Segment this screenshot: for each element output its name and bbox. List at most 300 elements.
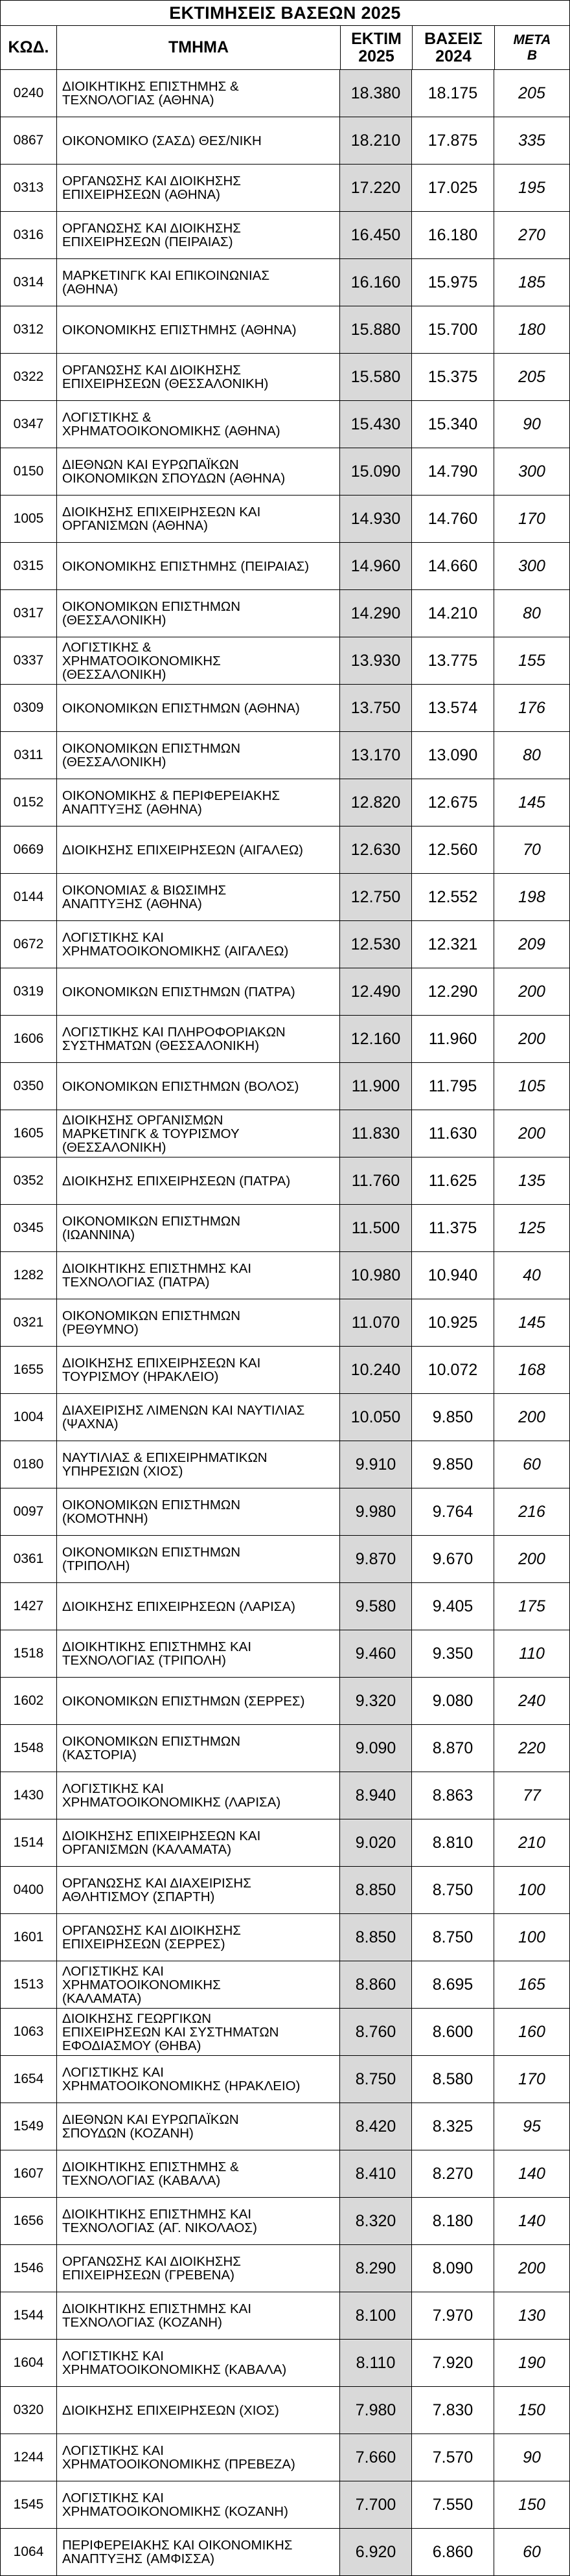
row-estimate-2025: 8.940 bbox=[340, 1772, 412, 1819]
row-estimate-2025: 9.460 bbox=[340, 1630, 412, 1677]
row-change: 70 bbox=[523, 840, 541, 859]
row-code: 1544 bbox=[1, 2292, 57, 2339]
row-code: 1654 bbox=[1, 2056, 57, 2103]
table-row bbox=[1, 2387, 569, 2434]
table-row bbox=[1, 448, 569, 496]
row-estimate-2025: 11.070 bbox=[340, 1299, 412, 1346]
row-code: 1064 bbox=[1, 2529, 57, 2575]
row-estimate-2025: 10.980 bbox=[340, 1252, 412, 1299]
row-estimate-2025: 7.700 bbox=[340, 2481, 412, 2528]
row-department: ΟΙΚΟΝΟΜΙΑΣ & ΒΙΩΣΙΜΗΣ ΑΝΑΠΤΥΞΗΣ (ΑΘΗΝΑ) bbox=[57, 874, 340, 920]
table-row bbox=[1, 779, 569, 826]
row-change: 200 bbox=[518, 1124, 545, 1143]
row-bases-2024: 12.321 bbox=[412, 921, 494, 968]
row-code: 0672 bbox=[1, 921, 57, 968]
table-row bbox=[1, 1299, 569, 1347]
row-code: 0314 bbox=[1, 259, 57, 306]
row-estimate-2025: 9.020 bbox=[340, 1819, 412, 1866]
row-department: ΟΡΓΑΝΩΣΗΣ ΚΑΙ ΔΙΟΙΚΗΣΗΣ ΕΠΙΧΕΙΡΗΣΕΩΝ (ΘΕΣΣΑΛΟΝΙΚΗ) bbox=[57, 354, 340, 400]
row-estimate-2025: 10.240 bbox=[340, 1347, 412, 1393]
row-code: 1606 bbox=[1, 1016, 57, 1062]
table-row bbox=[1, 637, 569, 685]
row-department: ΔΙΟΙΚΗΣΗΣ ΕΠΙΧΕΙΡΗΣΕΩΝ (ΠΑΤΡΑ) bbox=[57, 1157, 340, 1204]
row-change: 209 bbox=[518, 935, 545, 953]
row-estimate-2025: 18.380 bbox=[340, 70, 412, 117]
row-change: 125 bbox=[518, 1218, 545, 1237]
row-code: 0317 bbox=[1, 590, 57, 637]
row-code: 0322 bbox=[1, 354, 57, 400]
row-change: 195 bbox=[518, 178, 545, 197]
row-code: 0097 bbox=[1, 1488, 57, 1535]
row-estimate-2025: 9.980 bbox=[340, 1488, 412, 1535]
table-row bbox=[1, 590, 569, 637]
row-estimate-2025: 16.160 bbox=[340, 259, 412, 306]
row-code: 1518 bbox=[1, 1630, 57, 1677]
table-row bbox=[1, 826, 569, 874]
row-code: 0312 bbox=[1, 306, 57, 353]
table-row bbox=[1, 259, 569, 306]
row-code: 0350 bbox=[1, 1063, 57, 1110]
table-row bbox=[1, 1252, 569, 1299]
row-estimate-2025: 13.170 bbox=[340, 732, 412, 779]
row-code: 1548 bbox=[1, 1725, 57, 1772]
row-change: 90 bbox=[523, 415, 541, 433]
row-code: 1514 bbox=[1, 1819, 57, 1866]
row-bases-2024: 7.550 bbox=[412, 2481, 494, 2528]
table-row bbox=[1, 732, 569, 779]
row-department: ΛΟΓΙΣΤΙΚΗΣ ΚΑΙ ΠΛΗΡΟΦΟΡΙΑΚΩΝ ΣΥΣΤΗΜΑΤΩΝ (ΘΕΣΣΑΛΟΝΙΚΗ) bbox=[57, 1016, 340, 1062]
row-change: 300 bbox=[518, 556, 545, 575]
table-row bbox=[1, 2529, 569, 2575]
table-row bbox=[1, 2292, 569, 2340]
row-change: 77 bbox=[523, 1786, 541, 1805]
row-code: 0315 bbox=[1, 543, 57, 589]
row-change: 200 bbox=[518, 2259, 545, 2277]
row-change: 155 bbox=[518, 651, 545, 670]
row-change: 130 bbox=[518, 2306, 545, 2325]
row-bases-2024: 11.795 bbox=[412, 1063, 494, 1110]
row-code: 1656 bbox=[1, 2198, 57, 2244]
row-change: 165 bbox=[518, 1975, 545, 1994]
row-change: 168 bbox=[518, 1360, 545, 1379]
row-bases-2024: 9.350 bbox=[412, 1630, 494, 1677]
row-estimate-2025: 12.490 bbox=[340, 968, 412, 1015]
row-change: 140 bbox=[518, 2211, 545, 2230]
row-bases-2024: 7.920 bbox=[412, 2340, 494, 2386]
row-code: 1602 bbox=[1, 1678, 57, 1724]
row-code: 0345 bbox=[1, 1205, 57, 1251]
row-estimate-2025: 15.430 bbox=[340, 401, 412, 448]
row-change: 80 bbox=[523, 746, 541, 764]
row-bases-2024: 9.850 bbox=[412, 1394, 494, 1441]
row-department: ΔΙΟΙΚΗΣΗΣ ΓΕΩΡΓΙΚΩΝ ΕΠΙΧΕΙΡΗΣΕΩΝ ΚΑΙ ΣΥΣΤΗΜΑΤΩΝ ΕΦΟΔΙΑΣΜΟΥ (ΘΗΒΑ) bbox=[57, 2009, 340, 2055]
row-change: 240 bbox=[518, 1691, 545, 1710]
table-row bbox=[1, 1157, 569, 1205]
row-estimate-2025: 13.750 bbox=[340, 685, 412, 731]
row-estimate-2025: 8.860 bbox=[340, 1961, 412, 2008]
row-estimate-2025: 10.050 bbox=[340, 1394, 412, 1441]
table-row bbox=[1, 1725, 569, 1772]
row-estimate-2025: 14.960 bbox=[340, 543, 412, 589]
table-row bbox=[1, 1016, 569, 1063]
row-bases-2024: 9.405 bbox=[412, 1583, 494, 1630]
row-bases-2024: 17.875 bbox=[412, 117, 494, 164]
row-department: ΔΙΟΙΚΗΤΙΚΗΣ ΕΠΙΣΤΗΜΗΣ ΚΑΙ ΤΕΧΝΟΛΟΓΙΑΣ (ΑΓ. ΝΙΚΟΛΑΟΣ) bbox=[57, 2198, 340, 2244]
row-bases-2024: 8.580 bbox=[412, 2056, 494, 2103]
row-department: ΔΙΕΘΝΩΝ ΚΑΙ ΕΥΡΩΠΑΪΚΩΝ ΟΙΚΟΝΟΜΙΚΩΝ ΣΠΟΥΔΩΝ (ΑΘΗΝΑ) bbox=[57, 448, 340, 495]
row-department: ΟΙΚΟΝΟΜΙΚΩΝ ΕΠΙΣΤΗΜΩΝ (ΒΟΛΟΣ) bbox=[57, 1063, 340, 1110]
row-bases-2024: 15.975 bbox=[412, 259, 494, 306]
table-row bbox=[1, 968, 569, 1016]
row-estimate-2025: 8.100 bbox=[340, 2292, 412, 2339]
table-row bbox=[1, 2434, 569, 2481]
row-change: 80 bbox=[523, 604, 541, 622]
row-bases-2024: 8.600 bbox=[412, 2009, 494, 2055]
row-code: 0337 bbox=[1, 637, 57, 684]
row-change: 95 bbox=[523, 2117, 541, 2136]
row-estimate-2025: 14.930 bbox=[340, 496, 412, 542]
row-change: 300 bbox=[518, 462, 545, 481]
row-code: 0321 bbox=[1, 1299, 57, 1346]
row-department: ΛΟΓΙΣΤΙΚΗΣ ΚΑΙ ΧΡΗΜΑΤΟΟΙΚΟΝΟΜΙΚΗΣ (ΗΡΑΚΛΕΙΟ) bbox=[57, 2056, 340, 2103]
row-bases-2024: 8.810 bbox=[412, 1819, 494, 1866]
row-estimate-2025: 13.930 bbox=[340, 637, 412, 684]
row-change: 198 bbox=[518, 887, 545, 906]
table-row bbox=[1, 496, 569, 543]
row-department: ΛΟΓΙΣΤΙΚΗΣ ΚΑΙ ΧΡΗΜΑΤΟΟΙΚΟΝΟΜΙΚΗΣ (ΚΟΖΑΝΗ) bbox=[57, 2481, 340, 2528]
table-row bbox=[1, 2056, 569, 2103]
row-department: ΝΑΥΤΙΛΙΑΣ & ΕΠΙΧΕΙΡΗΜΑΤΙΚΩΝ ΥΠΗΡΕΣΙΩΝ (ΧΙΟΣ) bbox=[57, 1441, 340, 1488]
row-bases-2024: 8.750 bbox=[412, 1914, 494, 1961]
row-estimate-2025: 9.870 bbox=[340, 1536, 412, 1582]
row-change: 335 bbox=[518, 131, 545, 150]
row-code: 0669 bbox=[1, 826, 57, 873]
row-estimate-2025: 12.530 bbox=[340, 921, 412, 968]
row-estimate-2025: 8.110 bbox=[340, 2340, 412, 2386]
row-estimate-2025: 7.980 bbox=[340, 2387, 412, 2434]
row-estimate-2025: 9.580 bbox=[340, 1583, 412, 1630]
table-row bbox=[1, 543, 569, 590]
row-bases-2024: 6.860 bbox=[412, 2529, 494, 2575]
row-estimate-2025: 8.420 bbox=[340, 2103, 412, 2150]
row-department: ΛΟΓΙΣΤΙΚΗΣ ΚΑΙ ΧΡΗΜΑΤΟΟΙΚΟΝΟΜΙΚΗΣ (ΠΡΕΒΕΖΑ) bbox=[57, 2434, 340, 2481]
row-estimate-2025: 12.160 bbox=[340, 1016, 412, 1062]
row-department: ΔΙΟΙΚΗΣΗΣ ΕΠΙΧΕΙΡΗΣΕΩΝ (ΑΙΓΑΛΕΩ) bbox=[57, 826, 340, 873]
table-title: ΕΚΤΙΜΗΣΕΙΣ ΒΑΣΕΩΝ 2025 bbox=[1, 1, 569, 26]
row-code: 1063 bbox=[1, 2009, 57, 2055]
row-department: ΠΕΡΙΦΕΡΕΙΑΚΗΣ ΚΑΙ ΟΙΚΟΝΟΜΙΚΗΣ ΑΝΑΠΤΥΞΗΣ (ΑΜΦΙΣΣΑ) bbox=[57, 2529, 340, 2575]
row-bases-2024: 8.870 bbox=[412, 1725, 494, 1772]
row-department: ΟΙΚΟΝΟΜΙΚΩΝ ΕΠΙΣΤΗΜΩΝ (ΤΡΙΠΟΛΗ) bbox=[57, 1536, 340, 1582]
row-bases-2024: 14.760 bbox=[412, 496, 494, 542]
row-department: ΛΟΓΙΣΤΙΚΗΣ ΚΑΙ ΧΡΗΜΑΤΟΟΙΚΟΝΟΜΙΚΗΣ (ΚΑΒΑΛΑ) bbox=[57, 2340, 340, 2386]
row-department: ΟΙΚΟΝΟΜΙΚΩΝ ΕΠΙΣΤΗΜΩΝ (ΚΑΣΤΟΡΙΑ) bbox=[57, 1725, 340, 1772]
row-code: 0144 bbox=[1, 874, 57, 920]
row-code: 0180 bbox=[1, 1441, 57, 1488]
row-code: 1427 bbox=[1, 1583, 57, 1630]
row-department: ΔΙΟΙΚΗΤΙΚΗΣ ΕΠΙΣΤΗΜΗΣ ΚΑΙ ΤΕΧΝΟΛΟΓΙΑΣ (ΚΟΖΑΝΗ) bbox=[57, 2292, 340, 2339]
row-change: 110 bbox=[519, 1644, 545, 1663]
row-change: 270 bbox=[518, 225, 545, 244]
row-department: ΟΙΚΟΝΟΜΙΚΩΝ ΕΠΙΣΤΗΜΩΝ (ΚΟΜΟΤΗΝΗ) bbox=[57, 1488, 340, 1535]
row-bases-2024: 9.850 bbox=[412, 1441, 494, 1488]
row-estimate-2025: 12.820 bbox=[340, 779, 412, 826]
row-code: 0352 bbox=[1, 1157, 57, 1204]
row-estimate-2025: 11.760 bbox=[340, 1157, 412, 1204]
row-bases-2024: 7.830 bbox=[412, 2387, 494, 2434]
table-row bbox=[1, 1488, 569, 1536]
row-estimate-2025: 12.750 bbox=[340, 874, 412, 920]
row-estimate-2025: 8.320 bbox=[340, 2198, 412, 2244]
row-department: ΔΙΑΧΕΙΡΙΣΗΣ ΛΙΜΕΝΩΝ ΚΑΙ ΝΑΥΤΙΛΙΑΣ (ΨΑΧΝΑ) bbox=[57, 1394, 340, 1441]
row-estimate-2025: 16.450 bbox=[340, 212, 412, 258]
row-bases-2024: 16.180 bbox=[412, 212, 494, 258]
table-row bbox=[1, 165, 569, 212]
row-department: ΟΡΓΑΝΩΣΗΣ ΚΑΙ ΔΙΟΙΚΗΣΗΣ ΕΠΙΧΕΙΡΗΣΕΩΝ (ΑΘΗΝΑ) bbox=[57, 165, 340, 211]
row-bases-2024: 15.375 bbox=[412, 354, 494, 400]
row-code: 0400 bbox=[1, 1867, 57, 1913]
table-row bbox=[1, 2245, 569, 2292]
row-change: 145 bbox=[518, 793, 545, 812]
row-code: 0150 bbox=[1, 448, 57, 495]
header-change: ΜΕΤΑ Β bbox=[513, 32, 551, 63]
table-row bbox=[1, 1867, 569, 1914]
row-code: 0240 bbox=[1, 70, 57, 117]
row-bases-2024: 13.775 bbox=[412, 637, 494, 684]
row-bases-2024: 8.695 bbox=[412, 1961, 494, 2008]
row-department: ΔΙΟΙΚΗΤΙΚΗΣ ΕΠΙΣΤΗΜΗΣ ΚΑΙ ΤΕΧΝΟΛΟΓΙΑΣ (ΤΡΙΠΟΛΗ) bbox=[57, 1630, 340, 1677]
row-code: 0311 bbox=[1, 732, 57, 779]
row-code: 1545 bbox=[1, 2481, 57, 2528]
table-row bbox=[1, 1063, 569, 1110]
row-change: 170 bbox=[518, 509, 545, 528]
row-code: 1005 bbox=[1, 496, 57, 542]
row-change: 200 bbox=[518, 1029, 545, 1048]
row-change: 190 bbox=[518, 2353, 545, 2372]
row-department: ΟΙΚΟΝΟΜΙΚΩΝ ΕΠΙΣΤΗΜΩΝ (ΘΕΣΣΑΛΟΝΙΚΗ) bbox=[57, 590, 340, 637]
row-code: 0319 bbox=[1, 968, 57, 1015]
row-department: ΔΙΟΙΚΗΣΗΣ ΕΠΙΧΕΙΡΗΣΕΩΝ (ΛΑΡΙΣΑ) bbox=[57, 1583, 340, 1630]
row-change: 216 bbox=[518, 1502, 545, 1521]
row-estimate-2025: 9.320 bbox=[340, 1678, 412, 1724]
row-bases-2024: 7.570 bbox=[412, 2434, 494, 2481]
row-change: 180 bbox=[518, 320, 545, 339]
row-estimate-2025: 12.630 bbox=[340, 826, 412, 873]
row-department: ΔΙΟΙΚΗΣΗΣ ΕΠΙΧΕΙΡΗΣΕΩΝ ΚΑΙ ΤΟΥΡΙΣΜΟΥ (ΗΡΑΚΛΕΙΟ) bbox=[57, 1347, 340, 1393]
row-bases-2024: 15.340 bbox=[412, 401, 494, 448]
row-code: 1604 bbox=[1, 2340, 57, 2386]
row-code: 0361 bbox=[1, 1536, 57, 1582]
table-row bbox=[1, 306, 569, 354]
row-department: ΟΡΓΑΝΩΣΗΣ ΚΑΙ ΔΙΟΙΚΗΣΗΣ ΕΠΙΧΕΙΡΗΣΕΩΝ (ΣΕΡΡΕΣ) bbox=[57, 1914, 340, 1961]
row-estimate-2025: 15.880 bbox=[340, 306, 412, 353]
row-bases-2024: 8.325 bbox=[412, 2103, 494, 2150]
row-department: ΔΙΕΘΝΩΝ ΚΑΙ ΕΥΡΩΠΑΪΚΩΝ ΣΠΟΥΔΩΝ (ΚΟΖΑΝΗ) bbox=[57, 2103, 340, 2150]
row-change: 140 bbox=[518, 2164, 545, 2183]
row-estimate-2025: 15.090 bbox=[340, 448, 412, 495]
row-change: 176 bbox=[518, 698, 545, 717]
row-estimate-2025: 9.090 bbox=[340, 1725, 412, 1772]
row-department: ΟΙΚΟΝΟΜΙΚΩΝ ΕΠΙΣΤΗΜΩΝ (ΑΘΗΝΑ) bbox=[57, 685, 340, 731]
row-code: 1004 bbox=[1, 1394, 57, 1441]
row-bases-2024: 8.863 bbox=[412, 1772, 494, 1819]
row-estimate-2025: 11.900 bbox=[340, 1063, 412, 1110]
row-estimate-2025: 8.410 bbox=[340, 2150, 412, 2197]
header-code: ΚΩΔ. bbox=[1, 26, 57, 69]
row-department: ΟΡΓΑΝΩΣΗΣ ΚΑΙ ΔΙΟΙΚΗΣΗΣ ΕΠΙΧΕΙΡΗΣΕΩΝ (ΠΕΙΡΑΙΑΣ) bbox=[57, 212, 340, 258]
row-bases-2024: 8.270 bbox=[412, 2150, 494, 2197]
row-department: ΟΙΚΟΝΟΜΙΚΩΝ ΕΠΙΣΤΗΜΩΝ (ΡΕΘΥΜΝΟ) bbox=[57, 1299, 340, 1346]
row-code: 1607 bbox=[1, 2150, 57, 2197]
row-code: 1605 bbox=[1, 1110, 57, 1157]
table-row bbox=[1, 1441, 569, 1488]
table-row bbox=[1, 1536, 569, 1583]
row-estimate-2025: 9.910 bbox=[340, 1441, 412, 1488]
row-department: ΟΡΓΑΝΩΣΗΣ ΚΑΙ ΔΙΑΧΕΙΡΙΣΗΣ ΑΘΛΗΤΙΣΜΟΥ (ΣΠΑΡΤΗ) bbox=[57, 1867, 340, 1913]
row-department: ΔΙΟΙΚΗΣΗΣ ΟΡΓΑΝΙΣΜΩΝ ΜΑΡΚΕΤΙΝΓΚ & ΤΟΥΡΙΣΜΟΥ (ΘΕΣΣΑΛΟΝΙΚΗ) bbox=[57, 1110, 340, 1157]
row-code: 0316 bbox=[1, 212, 57, 258]
row-change: 185 bbox=[518, 273, 545, 291]
row-bases-2024: 8.090 bbox=[412, 2245, 494, 2292]
table-row bbox=[1, 685, 569, 732]
row-department: ΔΙΟΙΚΗΣΗΣ ΕΠΙΧΕΙΡΗΣΕΩΝ ΚΑΙ ΟΡΓΑΝΙΣΜΩΝ (ΚΑΛΑΜΑΤΑ) bbox=[57, 1819, 340, 1866]
row-bases-2024: 15.700 bbox=[412, 306, 494, 353]
row-department: ΛΟΓΙΣΤΙΚΗΣ & ΧΡΗΜΑΤΟΟΙΚΟΝΟΜΙΚΗΣ (ΑΘΗΝΑ) bbox=[57, 401, 340, 448]
row-change: 40 bbox=[523, 1266, 541, 1284]
row-department: ΟΙΚΟΝΟΜΙΚΩΝ ΕΠΙΣΤΗΜΩΝ (ΙΩΑΝΝΙΝΑ) bbox=[57, 1205, 340, 1251]
table-header-row bbox=[1, 26, 569, 70]
table-row bbox=[1, 2150, 569, 2198]
row-estimate-2025: 8.290 bbox=[340, 2245, 412, 2292]
header-estimate-2025: ΕΚΤΙΜ 2025 bbox=[341, 26, 413, 69]
row-estimate-2025: 17.220 bbox=[340, 165, 412, 211]
row-estimate-2025: 8.750 bbox=[340, 2056, 412, 2103]
row-department: ΛΟΓΙΣΤΙΚΗΣ & ΧΡΗΜΑΤΟΟΙΚΟΝΟΜΙΚΗΣ (ΘΕΣΣΑΛΟΝΙΚΗ) bbox=[57, 637, 340, 684]
table-row bbox=[1, 401, 569, 448]
row-code: 0313 bbox=[1, 165, 57, 211]
row-code: 0867 bbox=[1, 117, 57, 164]
row-bases-2024: 12.675 bbox=[412, 779, 494, 826]
row-department: ΟΙΚΟΝΟΜΙΚΗΣ ΕΠΙΣΤΗΜΗΣ (ΠΕΙΡΑΙΑΣ) bbox=[57, 543, 340, 589]
row-code: 1430 bbox=[1, 1772, 57, 1819]
table-row bbox=[1, 212, 569, 259]
row-estimate-2025: 14.290 bbox=[340, 590, 412, 637]
table-row bbox=[1, 1630, 569, 1678]
row-change: 200 bbox=[518, 982, 545, 1001]
table-row bbox=[1, 70, 569, 117]
row-bases-2024: 10.925 bbox=[412, 1299, 494, 1346]
row-bases-2024: 12.560 bbox=[412, 826, 494, 873]
table-row bbox=[1, 2340, 569, 2387]
row-department: ΟΙΚΟΝΟΜΙΚΩΝ ΕΠΙΣΤΗΜΩΝ (ΣΕΡΡΕΣ) bbox=[57, 1678, 340, 1724]
row-department: ΟΡΓΑΝΩΣΗΣ ΚΑΙ ΔΙΟΙΚΗΣΗΣ ΕΠΙΧΕΙΡΗΣΕΩΝ (ΓΡΕΒΕΝΑ) bbox=[57, 2245, 340, 2292]
row-change: 160 bbox=[518, 2022, 545, 2041]
table-row bbox=[1, 1110, 569, 1157]
row-bases-2024: 10.072 bbox=[412, 1347, 494, 1393]
row-change: 105 bbox=[518, 1077, 545, 1095]
row-code: 0152 bbox=[1, 779, 57, 826]
row-department: ΔΙΟΙΚΗΤΙΚΗΣ ΕΠΙΣΤΗΜΗΣ ΚΑΙ ΤΕΧΝΟΛΟΓΙΑΣ (ΠΑΤΡΑ) bbox=[57, 1252, 340, 1299]
table-row bbox=[1, 354, 569, 401]
row-estimate-2025: 11.830 bbox=[340, 1110, 412, 1157]
row-change: 100 bbox=[518, 1928, 545, 1946]
table-row bbox=[1, 1961, 569, 2009]
row-change: 135 bbox=[518, 1171, 545, 1190]
row-department: ΜΑΡΚΕΤΙΝΓΚ ΚΑΙ ΕΠΙΚΟΙΝΩΝΙΑΣ (ΑΘΗΝΑ) bbox=[57, 259, 340, 306]
table-row bbox=[1, 1819, 569, 1867]
row-bases-2024: 12.290 bbox=[412, 968, 494, 1015]
row-estimate-2025: 8.760 bbox=[340, 2009, 412, 2055]
row-department: ΔΙΟΙΚΗΤΙΚΗΣ ΕΠΙΣΤΗΜΗΣ & ΤΕΧΝΟΛΟΓΙΑΣ (ΑΘΗΝΑ) bbox=[57, 70, 340, 117]
row-bases-2024: 8.750 bbox=[412, 1867, 494, 1913]
table-row bbox=[1, 1205, 569, 1252]
row-change: 175 bbox=[518, 1597, 545, 1615]
row-bases-2024: 13.574 bbox=[412, 685, 494, 731]
table-row bbox=[1, 1678, 569, 1725]
table-row bbox=[1, 117, 569, 165]
table-row bbox=[1, 921, 569, 968]
table-row bbox=[1, 874, 569, 921]
row-code: 1549 bbox=[1, 2103, 57, 2150]
row-change: 90 bbox=[523, 2448, 541, 2467]
row-estimate-2025: 8.850 bbox=[340, 1867, 412, 1913]
row-bases-2024: 9.080 bbox=[412, 1678, 494, 1724]
row-bases-2024: 7.970 bbox=[412, 2292, 494, 2339]
row-estimate-2025: 6.920 bbox=[340, 2529, 412, 2575]
row-department: ΔΙΟΙΚΗΣΗΣ ΕΠΙΧΕΙΡΗΣΕΩΝ ΚΑΙ ΟΡΓΑΝΙΣΜΩΝ (ΑΘΗΝΑ) bbox=[57, 496, 340, 542]
row-department: ΟΙΚΟΝΟΜΙΚΟ (ΣΑΣΔ) ΘΕΣ/ΝΙΚΗ bbox=[57, 117, 340, 164]
row-change: 200 bbox=[518, 1549, 545, 1568]
table-row bbox=[1, 2009, 569, 2056]
row-code: 1244 bbox=[1, 2434, 57, 2481]
row-department: ΔΙΟΙΚΗΤΙΚΗΣ ΕΠΙΣΤΗΜΗΣ & ΤΕΧΝΟΛΟΓΙΑΣ (ΚΑΒΑΛΑ) bbox=[57, 2150, 340, 2197]
row-bases-2024: 11.375 bbox=[412, 1205, 494, 1251]
row-department: ΛΟΓΙΣΤΙΚΗΣ ΚΑΙ ΧΡΗΜΑΤΟΟΙΚΟΝΟΜΙΚΗΣ (ΚΑΛΑΜΑΤΑ) bbox=[57, 1961, 340, 2008]
row-change: 60 bbox=[523, 2542, 541, 2561]
row-bases-2024: 18.175 bbox=[412, 70, 494, 117]
row-change: 210 bbox=[518, 1833, 545, 1852]
header-department: ΤΜΗΜΑ bbox=[57, 26, 341, 69]
row-department: ΛΟΓΙΣΤΙΚΗΣ ΚΑΙ ΧΡΗΜΑΤΟΟΙΚΟΝΟΜΙΚΗΣ (ΑΙΓΑΛΕΩ) bbox=[57, 921, 340, 968]
row-code: 0320 bbox=[1, 2387, 57, 2434]
table-body bbox=[1, 70, 569, 2575]
row-change: 150 bbox=[518, 2400, 545, 2419]
row-bases-2024: 8.180 bbox=[412, 2198, 494, 2244]
row-department: ΟΙΚΟΝΟΜΙΚΩΝ ΕΠΙΣΤΗΜΩΝ (ΠΑΤΡΑ) bbox=[57, 968, 340, 1015]
row-department: ΟΙΚΟΝΟΜΙΚΗΣ ΕΠΙΣΤΗΜΗΣ (ΑΘΗΝΑ) bbox=[57, 306, 340, 353]
row-estimate-2025: 8.850 bbox=[340, 1914, 412, 1961]
row-bases-2024: 9.764 bbox=[412, 1488, 494, 1535]
row-code: 0347 bbox=[1, 401, 57, 448]
row-estimate-2025: 7.660 bbox=[340, 2434, 412, 2481]
row-change: 205 bbox=[518, 367, 545, 386]
row-bases-2024: 13.090 bbox=[412, 732, 494, 779]
row-change: 200 bbox=[518, 1408, 545, 1426]
row-bases-2024: 11.960 bbox=[412, 1016, 494, 1062]
row-bases-2024: 12.552 bbox=[412, 874, 494, 920]
row-bases-2024: 14.660 bbox=[412, 543, 494, 589]
table-row bbox=[1, 1394, 569, 1441]
row-department: ΟΙΚΟΝΟΜΙΚΩΝ ΕΠΙΣΤΗΜΩΝ (ΘΕΣΣΑΛΟΝΙΚΗ) bbox=[57, 732, 340, 779]
row-change: 205 bbox=[518, 84, 545, 102]
row-bases-2024: 9.670 bbox=[412, 1536, 494, 1582]
row-change: 100 bbox=[518, 1880, 545, 1899]
table-row bbox=[1, 2481, 569, 2529]
row-code: 1513 bbox=[1, 1961, 57, 2008]
row-department: ΔΙΟΙΚΗΣΗΣ ΕΠΙΧΕΙΡΗΣΕΩΝ (ΧΙΟΣ) bbox=[57, 2387, 340, 2434]
row-department: ΟΙΚΟΝΟΜΙΚΗΣ & ΠΕΡΙΦΕΡΕΙΑΚΗΣ ΑΝΑΠΤΥΞΗΣ (ΑΘΗΝΑ) bbox=[57, 779, 340, 826]
row-estimate-2025: 15.580 bbox=[340, 354, 412, 400]
